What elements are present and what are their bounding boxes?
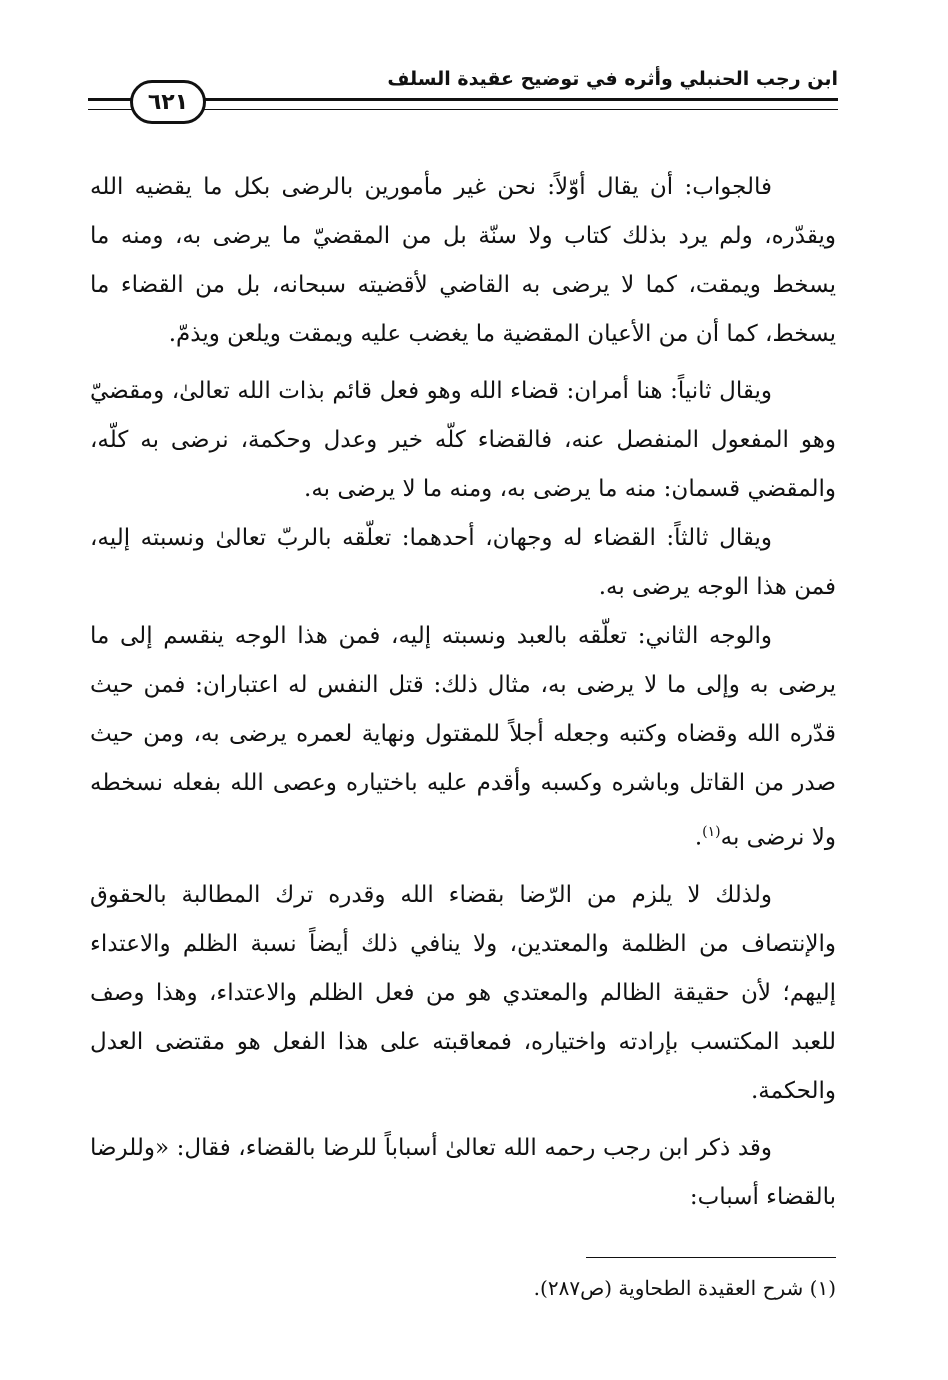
footnote-separator	[586, 1257, 836, 1258]
header-rule	[198, 98, 838, 110]
paragraph: وقد ذكر ابن رجب رحمه الله تعالىٰ أسباباً للرضا بالقضاء، فقال: «وللرضا بالقضاء أسباب:	[90, 1134, 836, 1210]
paragraph: ويقال ثالثاً: القضاء له وجهان، أحدهما: تعلّقه بالربّ تعالىٰ ونسبته إليه، فمن هذا الوجه يرضى به.	[90, 525, 836, 600]
paragraph: ويقال ثانياً: هنا أمران: قضاء الله وهو فعل قائم بذات الله تعالىٰ، ومقضيّ وهو المفعول المنفصل عنه، فالقضاء كلّه خير وعدل وحكمة، نرضى به كلّه، والمقضي قسمان: منه ما يرضى به، ومنه ما لا يرضى به.	[90, 378, 836, 502]
page-number: ٦٢١	[130, 80, 206, 124]
main-text	[90, 163, 836, 1222]
footnote-ref[interactable]: (١)	[702, 824, 721, 840]
running-title: ابن رجب الحنبلي وأثره في توضيح عقيدة السلف	[387, 68, 838, 90]
paragraph: ولذلك لا يلزم من الرّضا بقضاء الله وقدره ترك المطالبة بالحقوق والإنتصاف من الظلمة والمعتدين، ولا ينافي ذلك أيضاً نسبة الظلم والاعتداء إليهم؛ لأن حقيقة الظالم والمعتدي هو من فعل الظلم والاعتداء، وهذا وصف للعبد المكتسب بإرادته واختياره، فمعاقبته على هذا الفعل هو مقتضى العدل والحكمة.	[90, 881, 836, 1104]
footnote: (١) شرح العقيدة الطحاوية (ص٢٨٧).	[533, 1276, 836, 1300]
paragraph-end: .	[694, 824, 703, 851]
header-rule-left	[88, 98, 132, 110]
paragraph: فالجواب: أن يقال أوّلاً: نحن غير مأمورين بالرضى بكل ما يقضيه الله ويقدّره، ولم يرد بذلك كتاب ولا سنّة بل من المقضيّ ما يرضى به، ومنه ما يسخط ويمقت، كما لا يرضى به القاضي لأقضيته سبحانه، بل من القضاء ما يسخط، كما أن من الأعيان المقضية ما يغضب عليه ويمقت ويلعن ويذمّ.	[90, 174, 836, 347]
running-header	[88, 58, 838, 118]
paragraph-text: والوجه الثاني: تعلّقه بالعبد ونسبته إليه، فمن هذا الوجه ينقسم إلى ما يرضى به وإلى ما لا يرضى به، مثال ذلك: قتل النفس له اعتباران: فمن حيث قدّره الله وقضاه وكتبه وجعله أجلاً للمقتول ونهاية لعمره يرضى به، ومن حيث صدر من القاتل وباشره وكسبه وأقدم عليه باختياره وعصى الله بفعله نسخطه ولا نرضى به	[90, 623, 836, 851]
paragraph	[90, 612, 836, 863]
